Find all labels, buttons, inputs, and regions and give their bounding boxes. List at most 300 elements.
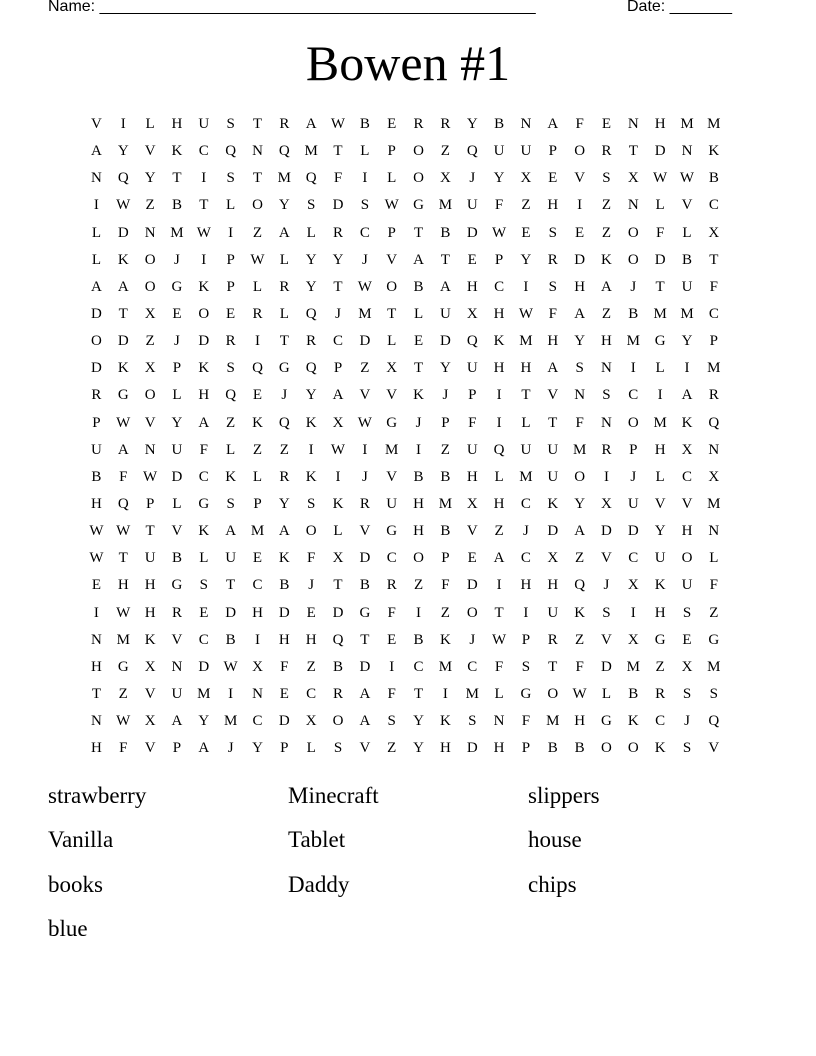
grid-letter: E bbox=[91, 577, 101, 594]
grid-letter: H bbox=[493, 740, 505, 757]
grid-letter: B bbox=[440, 523, 451, 540]
grid-letter: H bbox=[681, 523, 693, 540]
grid-letter: V bbox=[386, 468, 398, 485]
grid-letter: O bbox=[91, 333, 102, 350]
grid-letter: D bbox=[332, 197, 344, 214]
grid-letter: T bbox=[387, 306, 397, 323]
grid-letter: K bbox=[198, 523, 210, 540]
grid-letter: T bbox=[521, 387, 531, 404]
grid-letter: E bbox=[252, 550, 263, 567]
grid-letter: C bbox=[708, 197, 719, 214]
grid-letter: V bbox=[144, 686, 156, 703]
grid-letter: F bbox=[441, 577, 450, 594]
grid-letter: Y bbox=[117, 143, 129, 160]
grid-letter: Q bbox=[466, 333, 478, 350]
grid-letter: H bbox=[413, 523, 424, 540]
grid-letter: Z bbox=[601, 224, 612, 241]
grid-letter: H bbox=[547, 197, 559, 214]
grid-letter: M bbox=[385, 441, 399, 458]
grid-letter: N bbox=[493, 713, 505, 730]
grid-letter: X bbox=[708, 224, 720, 241]
grid-letter: P bbox=[387, 224, 396, 241]
grid-letter: M bbox=[277, 170, 291, 187]
grid-letter: A bbox=[117, 441, 129, 458]
grid-letter: K bbox=[493, 333, 505, 350]
grid-letter: V bbox=[547, 387, 559, 404]
grid-letter: Z bbox=[252, 224, 263, 241]
grid-letter: Z bbox=[655, 658, 665, 675]
grid-letter: R bbox=[708, 387, 719, 404]
grid-letter: I bbox=[496, 577, 502, 594]
grid-letter: S bbox=[602, 604, 611, 621]
grid-letter: D bbox=[574, 251, 586, 268]
grid-letter: L bbox=[279, 251, 289, 268]
grid-letter: N bbox=[91, 631, 102, 648]
grid-letter: J bbox=[442, 387, 449, 404]
grid-letter: L bbox=[172, 387, 182, 404]
grid-letter: P bbox=[709, 333, 718, 350]
grid-letter: K bbox=[225, 468, 237, 485]
grid-letter: Z bbox=[413, 577, 424, 594]
grid-letter: J bbox=[415, 414, 422, 431]
grid-letter: Q bbox=[493, 441, 505, 458]
grid-letter: U bbox=[439, 306, 451, 323]
grid-letter: Z bbox=[387, 740, 397, 757]
grid-letter: E bbox=[682, 631, 692, 648]
grid-letter: Q bbox=[117, 170, 129, 187]
grid-letter: J bbox=[630, 278, 637, 295]
grid-letter: E bbox=[387, 116, 397, 133]
grid-letter: D bbox=[117, 224, 129, 241]
grid-letter: S bbox=[226, 170, 235, 187]
grid-letter: U bbox=[627, 496, 639, 513]
grid-letter: U bbox=[225, 550, 237, 567]
grid-letter: Y bbox=[252, 740, 263, 757]
grid-letter: L bbox=[252, 278, 263, 295]
grid-letter: R bbox=[655, 686, 666, 703]
grid-letter: Q bbox=[278, 414, 290, 431]
grid-letter: M bbox=[197, 686, 211, 703]
grid-letter: P bbox=[548, 143, 557, 160]
grid-letter: D bbox=[171, 468, 183, 485]
grid-letter: N bbox=[708, 441, 720, 458]
grid-letter: A bbox=[574, 523, 586, 540]
grid-letter: F bbox=[575, 414, 584, 431]
grid-letter: O bbox=[413, 143, 424, 160]
grid-letter: Q bbox=[708, 414, 720, 431]
grid-letter: U bbox=[91, 441, 102, 458]
grid-letter: Q bbox=[252, 360, 263, 377]
grid-letter: S bbox=[575, 360, 584, 377]
grid-letter: Z bbox=[145, 197, 155, 214]
grid-letter: F bbox=[709, 577, 718, 594]
grid-letter: P bbox=[521, 631, 531, 648]
grid-letter: D bbox=[225, 604, 237, 621]
grid-letter: M bbox=[170, 224, 184, 241]
grid-letter: Z bbox=[575, 550, 585, 567]
grid-letter: O bbox=[627, 224, 639, 241]
grid-letter: O bbox=[627, 414, 639, 431]
grid-letter: H bbox=[574, 713, 586, 730]
grid-letter: I bbox=[254, 631, 260, 648]
grid-letter: W bbox=[679, 170, 695, 187]
grid-letter: Y bbox=[574, 496, 586, 513]
grid-letter: D bbox=[359, 658, 371, 675]
grid-letter: J bbox=[469, 631, 476, 648]
grid-letter: X bbox=[627, 577, 639, 594]
grid-letter: N bbox=[708, 523, 720, 540]
grid-letter: H bbox=[493, 306, 505, 323]
grid-letter: M bbox=[116, 631, 130, 648]
grid-letter: W bbox=[330, 116, 346, 133]
grid-letter: T bbox=[413, 686, 424, 703]
grid-letter: M bbox=[304, 143, 318, 160]
grid-letter: N bbox=[601, 360, 612, 377]
grid-letter: B bbox=[440, 224, 451, 241]
grid-letter: B bbox=[225, 631, 236, 648]
grid-letter: P bbox=[441, 414, 450, 431]
grid-letter: Z bbox=[521, 197, 531, 214]
grid-letter: V bbox=[144, 740, 156, 757]
grid-letter: T bbox=[494, 604, 504, 621]
grid-letter: R bbox=[413, 116, 424, 133]
grid-letter: P bbox=[92, 414, 101, 431]
grid-letter: W bbox=[116, 414, 131, 431]
word-list-item: chips bbox=[528, 872, 577, 897]
grid-letter: N bbox=[91, 713, 102, 730]
grid-letter: M bbox=[680, 116, 694, 133]
word-list-item: house bbox=[528, 827, 582, 852]
grid-letter: R bbox=[547, 251, 558, 268]
grid-letter: Y bbox=[278, 197, 290, 214]
grid-letter: M bbox=[358, 306, 372, 323]
grid-letter: J bbox=[361, 468, 368, 485]
grid-letter: I bbox=[201, 251, 207, 268]
grid-letter: V bbox=[144, 414, 156, 431]
grid-letter: F bbox=[494, 658, 504, 675]
grid-letter: D bbox=[278, 604, 290, 621]
grid-letter: E bbox=[172, 306, 182, 323]
grid-letter: L bbox=[172, 496, 182, 513]
grid-letter: F bbox=[280, 658, 289, 675]
grid-letter: B bbox=[91, 468, 102, 485]
grid-letter: P bbox=[145, 496, 155, 513]
grid-letter: C bbox=[333, 333, 344, 350]
grid-letter: D bbox=[654, 251, 666, 268]
grid-letter: S bbox=[333, 740, 343, 757]
grid-letter: K bbox=[305, 414, 317, 431]
grid-letter: A bbox=[91, 143, 102, 160]
grid-letter: O bbox=[627, 740, 639, 757]
grid-letter: H bbox=[144, 577, 156, 594]
grid-letter: A bbox=[493, 550, 505, 567]
grid-letter: T bbox=[333, 278, 343, 295]
grid-letter: I bbox=[335, 468, 341, 485]
grid-letter: N bbox=[171, 658, 183, 675]
grid-letter: S bbox=[226, 360, 235, 377]
grid-letter: Q bbox=[117, 496, 129, 513]
grid-letter: B bbox=[494, 116, 505, 133]
grid-letter: H bbox=[520, 577, 532, 594]
grid-letter: T bbox=[118, 306, 128, 323]
grid-letter: W bbox=[357, 278, 372, 295]
grid-letter: K bbox=[198, 278, 210, 295]
grid-letter: T bbox=[226, 577, 236, 594]
grid-letter: K bbox=[278, 550, 290, 567]
grid-letter: T bbox=[118, 550, 128, 567]
grid-letter: F bbox=[575, 116, 584, 133]
grid-letter: B bbox=[333, 658, 344, 675]
grid-letter: Q bbox=[305, 306, 317, 323]
grid-letter: T bbox=[91, 686, 101, 703]
grid-letter: P bbox=[387, 143, 396, 160]
grid-letter: H bbox=[547, 577, 559, 594]
grid-letter: X bbox=[601, 496, 612, 513]
grid-letter: Y bbox=[466, 116, 478, 133]
grid-letter: R bbox=[386, 577, 397, 594]
grid-letter: Z bbox=[145, 333, 155, 350]
grid-letter: A bbox=[225, 523, 237, 540]
grid-letter: Y bbox=[520, 251, 532, 268]
grid-letter: S bbox=[602, 170, 611, 187]
grid-letter: V bbox=[466, 523, 478, 540]
grid-letter: G bbox=[654, 333, 666, 350]
grid-letter: Q bbox=[305, 360, 317, 377]
grid-letter: O bbox=[144, 251, 156, 268]
grid-letter: A bbox=[117, 278, 129, 295]
grid-letter: O bbox=[413, 550, 424, 567]
grid-letter: C bbox=[494, 278, 505, 295]
grid-letter: Q bbox=[466, 143, 478, 160]
grid-letter: L bbox=[360, 143, 370, 160]
grid-letter: H bbox=[252, 604, 263, 621]
grid-letter: H bbox=[520, 360, 532, 377]
grid-letter: M bbox=[250, 523, 265, 540]
grid-letter: V bbox=[144, 143, 156, 160]
grid-letter: A bbox=[359, 713, 371, 730]
grid-letter: L bbox=[91, 224, 101, 241]
grid-letter: B bbox=[413, 278, 424, 295]
grid-letter: G bbox=[117, 658, 129, 675]
grid-letter: R bbox=[171, 604, 182, 621]
grid-letter: H bbox=[198, 387, 210, 404]
grid-letter: F bbox=[199, 441, 208, 458]
grid-letter: Z bbox=[306, 658, 316, 675]
word-list-item: Minecraft bbox=[288, 783, 379, 808]
grid-letter: X bbox=[332, 550, 344, 567]
grid-letter: K bbox=[547, 496, 559, 513]
grid-letter: K bbox=[708, 143, 720, 160]
grid-letter: R bbox=[359, 496, 370, 513]
grid-letter: K bbox=[681, 414, 693, 431]
grid-letter: L bbox=[145, 116, 155, 133]
grid-letter: T bbox=[360, 631, 370, 648]
grid-letter: I bbox=[442, 686, 448, 703]
grid-letter: N bbox=[252, 686, 263, 703]
grid-letter: D bbox=[117, 333, 129, 350]
grid-letter: E bbox=[467, 550, 477, 567]
grid-letter: S bbox=[307, 496, 316, 513]
grid-letter: I bbox=[120, 116, 126, 133]
grid-letter: Q bbox=[708, 713, 720, 730]
grid-letter: J bbox=[308, 577, 315, 594]
grid-letter: S bbox=[226, 116, 235, 133]
grid-letter: I bbox=[93, 604, 99, 621]
grid-letter: Z bbox=[279, 441, 289, 458]
grid-letter: L bbox=[199, 550, 209, 567]
grid-letter: K bbox=[252, 414, 263, 431]
grid-letter: X bbox=[439, 170, 451, 187]
grid-letter: I bbox=[577, 197, 583, 214]
grid-letter: U bbox=[386, 496, 398, 513]
grid-letter: I bbox=[228, 686, 234, 703]
grid-letter: X bbox=[332, 414, 344, 431]
grid-letter: S bbox=[468, 713, 477, 730]
grid-letter: L bbox=[655, 468, 665, 485]
grid-letter: W bbox=[116, 523, 131, 540]
grid-letter: H bbox=[493, 360, 505, 377]
grid-letter: X bbox=[681, 441, 693, 458]
grid-letter: U bbox=[547, 441, 559, 458]
grid-letter: Q bbox=[574, 577, 586, 594]
grid-letter: N bbox=[252, 143, 263, 160]
grid-letter: R bbox=[279, 116, 290, 133]
grid-letter: H bbox=[439, 740, 451, 757]
grid-letter: U bbox=[654, 550, 666, 567]
grid-letter: W bbox=[143, 468, 158, 485]
grid-letter: O bbox=[144, 387, 156, 404]
grid-letter: F bbox=[521, 713, 531, 730]
grid-letter: S bbox=[682, 686, 692, 703]
grid-letter: H bbox=[654, 116, 666, 133]
grid-letter: E bbox=[306, 604, 316, 621]
grid-letter: V bbox=[601, 550, 612, 567]
grid-letter: N bbox=[144, 224, 156, 241]
grid-letter: G bbox=[171, 278, 183, 295]
grid-letter: A bbox=[91, 278, 102, 295]
grid-letter: I bbox=[308, 441, 314, 458]
grid-letter: V bbox=[386, 251, 398, 268]
grid-letter: A bbox=[359, 686, 371, 703]
grid-letter: Y bbox=[439, 360, 451, 377]
word-list-item: Daddy bbox=[288, 872, 350, 897]
grid-letter: O bbox=[144, 278, 156, 295]
word-list-item: Tablet bbox=[288, 827, 346, 852]
grid-letter: T bbox=[279, 333, 289, 350]
grid-letter: Y bbox=[493, 170, 505, 187]
grid-letter: L bbox=[682, 224, 692, 241]
word-list-item: books bbox=[48, 872, 103, 897]
grid-letter: A bbox=[278, 224, 290, 241]
grid-letter: L bbox=[494, 468, 504, 485]
grid-letter: B bbox=[628, 306, 639, 323]
grid-letter: J bbox=[281, 387, 288, 404]
grid-letter: M bbox=[707, 496, 721, 513]
grid-letter: B bbox=[708, 170, 719, 187]
grid-letter: G bbox=[654, 631, 666, 648]
grid-letter: P bbox=[468, 387, 477, 404]
grid-letter: X bbox=[252, 658, 263, 675]
grid-letter: R bbox=[601, 441, 612, 458]
grid-letter: U bbox=[144, 550, 156, 567]
grid-letter: I bbox=[416, 441, 422, 458]
grid-letter: T bbox=[172, 170, 182, 187]
grid-letter: P bbox=[172, 740, 182, 757]
grid-letter: A bbox=[332, 387, 344, 404]
grid-letter: U bbox=[466, 360, 478, 377]
grid-letter: X bbox=[386, 360, 398, 377]
grid-letter: T bbox=[709, 251, 719, 268]
grid-letter: E bbox=[467, 251, 477, 268]
grid-letter: P bbox=[629, 441, 638, 458]
grid-letter: L bbox=[306, 224, 316, 241]
grid-letter: S bbox=[548, 224, 557, 241]
grid-letter: S bbox=[521, 658, 531, 675]
grid-letter: F bbox=[119, 740, 128, 757]
grid-letter: H bbox=[91, 658, 102, 675]
grid-letter: H bbox=[493, 496, 505, 513]
grid-letter: L bbox=[279, 306, 289, 323]
grid-letter: H bbox=[91, 740, 102, 757]
grid-letter: M bbox=[626, 333, 640, 350]
grid-letter: G bbox=[708, 631, 720, 648]
grid-letter: T bbox=[413, 224, 424, 241]
grid-letter: U bbox=[547, 604, 559, 621]
grid-letter: A bbox=[413, 251, 424, 268]
grid-letter: C bbox=[386, 550, 397, 567]
grid-letter: T bbox=[199, 197, 209, 214]
grid-letter: W bbox=[196, 224, 211, 241]
word-search-grid bbox=[83, 111, 727, 762]
grid-letter: U bbox=[681, 577, 693, 594]
grid-letter: Y bbox=[413, 713, 424, 730]
grid-letter: F bbox=[119, 468, 128, 485]
grid-letter: Y bbox=[654, 523, 666, 540]
grid-letter: L bbox=[709, 550, 719, 567]
grid-letter: M bbox=[707, 360, 721, 377]
grid-letter: D bbox=[278, 713, 290, 730]
grid-letter: K bbox=[305, 468, 317, 485]
grid-letter: S bbox=[360, 197, 370, 214]
grid-letter: D bbox=[91, 306, 102, 323]
grid-letter: P bbox=[226, 278, 235, 295]
grid-letter: D bbox=[601, 523, 612, 540]
grid-letter: Y bbox=[413, 740, 424, 757]
grid-letter: B bbox=[359, 116, 370, 133]
grid-letter: A bbox=[547, 116, 559, 133]
grid-letter: U bbox=[681, 278, 693, 295]
grid-letter: D bbox=[547, 523, 559, 540]
grid-letter: O bbox=[198, 306, 210, 323]
name-field-label: Name: _________________________________________________ bbox=[48, 0, 536, 15]
grid-letter: Z bbox=[494, 523, 504, 540]
grid-letter: T bbox=[440, 251, 450, 268]
grid-letter: C bbox=[681, 468, 692, 485]
grid-letter: D bbox=[466, 577, 478, 594]
grid-letter: D bbox=[359, 550, 371, 567]
grid-letter: M bbox=[680, 306, 694, 323]
grid-letter: G bbox=[198, 496, 210, 513]
grid-letter: Y bbox=[198, 713, 210, 730]
grid-letter: W bbox=[491, 631, 507, 648]
grid-letter: E bbox=[387, 631, 397, 648]
grid-letter: I bbox=[362, 441, 368, 458]
grid-letter: K bbox=[171, 143, 183, 160]
grid-letter: Y bbox=[332, 251, 344, 268]
grid-letter: K bbox=[117, 251, 129, 268]
grid-letter: G bbox=[171, 577, 183, 594]
grid-letter: C bbox=[413, 658, 424, 675]
